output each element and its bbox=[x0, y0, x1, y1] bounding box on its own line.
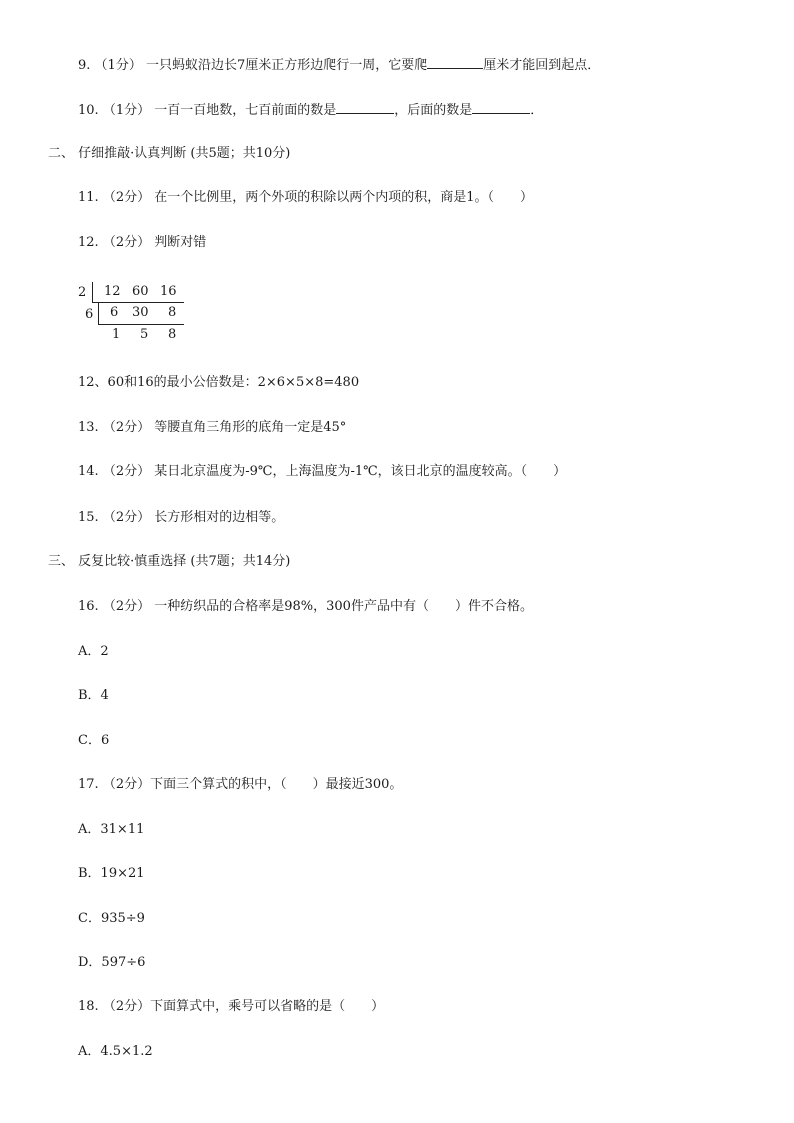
question-10 bbox=[78, 101, 543, 119]
table-cell: 16 bbox=[160, 284, 177, 299]
question-score: （1分） bbox=[94, 58, 142, 73]
option-a[interactable]: A．2 bbox=[78, 644, 109, 659]
table-cell: 8 bbox=[168, 305, 177, 320]
question-score: （2分） bbox=[102, 999, 151, 1014]
question-statement: 12、60和16的最小公倍数是：2×6×5×8=480 bbox=[78, 375, 360, 390]
question-15 bbox=[78, 510, 284, 526]
question-16 bbox=[78, 599, 533, 615]
question-14 bbox=[78, 464, 566, 480]
question-score: （2分） bbox=[102, 235, 151, 250]
question-17 bbox=[78, 777, 402, 793]
question-text: 一种纺织品的合格率是98%，300件产品中有（ ）件不合格。 bbox=[154, 599, 533, 614]
table-cell: 1 bbox=[112, 327, 121, 342]
option-b[interactable]: B．19×21 bbox=[78, 866, 145, 881]
question-number: 17. bbox=[78, 777, 99, 792]
question-text: 一百一百地数，七百前面的数是 bbox=[154, 103, 337, 118]
question-13 bbox=[78, 420, 346, 436]
question-score: （1分） bbox=[102, 103, 151, 118]
question-score: （2分） bbox=[102, 464, 151, 479]
question-number: 15. bbox=[78, 510, 99, 525]
question-number: 11. bbox=[78, 190, 99, 205]
question-text: ． bbox=[530, 103, 544, 118]
question-number: 12. bbox=[78, 235, 99, 250]
question-text: 下面三个算式的积中，（ ）最接近300。 bbox=[150, 777, 403, 792]
question-score: （2分） bbox=[102, 599, 151, 614]
table-cell: 60 bbox=[132, 284, 149, 299]
question-score: （2分） bbox=[102, 190, 151, 205]
question-number: 9. bbox=[78, 58, 91, 73]
option-d[interactable]: D．597÷6 bbox=[78, 955, 146, 970]
division-bracket bbox=[98, 324, 184, 325]
question-number: 16. bbox=[78, 599, 99, 614]
answer-blank[interactable] bbox=[472, 101, 530, 114]
question-text: 在一个比例里，两个外项的积除以两个内项的积，商是1。（ ） bbox=[154, 190, 534, 205]
question-score: （2分） bbox=[102, 777, 151, 792]
question-number: 14. bbox=[78, 464, 99, 479]
option-c[interactable]: C．935÷9 bbox=[78, 911, 145, 926]
question-number: 13. bbox=[78, 420, 99, 435]
question-text: 等腰直角三角形的底角一定是45° bbox=[154, 420, 347, 435]
answer-blank[interactable] bbox=[427, 56, 483, 69]
option-b[interactable]: B．4 bbox=[78, 688, 109, 703]
question-number: 18. bbox=[78, 999, 99, 1014]
table-cell: 5 bbox=[140, 327, 149, 342]
division-bracket bbox=[98, 302, 99, 324]
question-text: 下面算式中，乘号可以省略的是（ ） bbox=[150, 999, 385, 1014]
division-bracket bbox=[92, 302, 184, 303]
table-cell: 8 bbox=[168, 327, 177, 342]
question-9 bbox=[78, 56, 600, 74]
question-11 bbox=[78, 190, 533, 206]
division-bracket bbox=[92, 282, 93, 302]
option-a[interactable]: A．4.5×1.2 bbox=[78, 1044, 153, 1059]
question-text: 一只蚂蚁沿边长7厘米正方形边爬行一周，它要爬 bbox=[145, 58, 428, 73]
option-a[interactable]: A．31×11 bbox=[78, 822, 145, 837]
question-number: 10. bbox=[78, 103, 99, 118]
section-heading: 三、 反复比较·慎重选择 (共7题；共14分) bbox=[48, 554, 291, 569]
question-score: （2分） bbox=[102, 420, 151, 435]
table-cell: 6 bbox=[110, 305, 119, 320]
divisor: 2 bbox=[78, 285, 87, 300]
question-18 bbox=[78, 999, 384, 1015]
table-cell: 12 bbox=[104, 284, 121, 299]
divisor: 6 bbox=[85, 307, 94, 322]
question-text: 某日北京温度为-9℃，上海温度为-1℃，该日北京的温度较高。（ ） bbox=[154, 464, 567, 479]
question-text: 长方形相对的边相等。 bbox=[154, 510, 285, 525]
table-cell: 30 bbox=[132, 305, 149, 320]
question-12 bbox=[78, 235, 206, 251]
short-division-table bbox=[78, 282, 188, 344]
question-text: ，后面的数是 bbox=[394, 103, 473, 118]
answer-blank[interactable] bbox=[336, 101, 394, 114]
question-text: 判断对错 bbox=[154, 235, 207, 250]
question-score: （2分） bbox=[102, 510, 151, 525]
option-c[interactable]: C．6 bbox=[78, 733, 110, 748]
section-heading: 二、 仔细推敲·认真判断 (共5题；共10分) bbox=[48, 146, 291, 161]
question-text: 厘米才能回到起点． bbox=[483, 58, 601, 73]
